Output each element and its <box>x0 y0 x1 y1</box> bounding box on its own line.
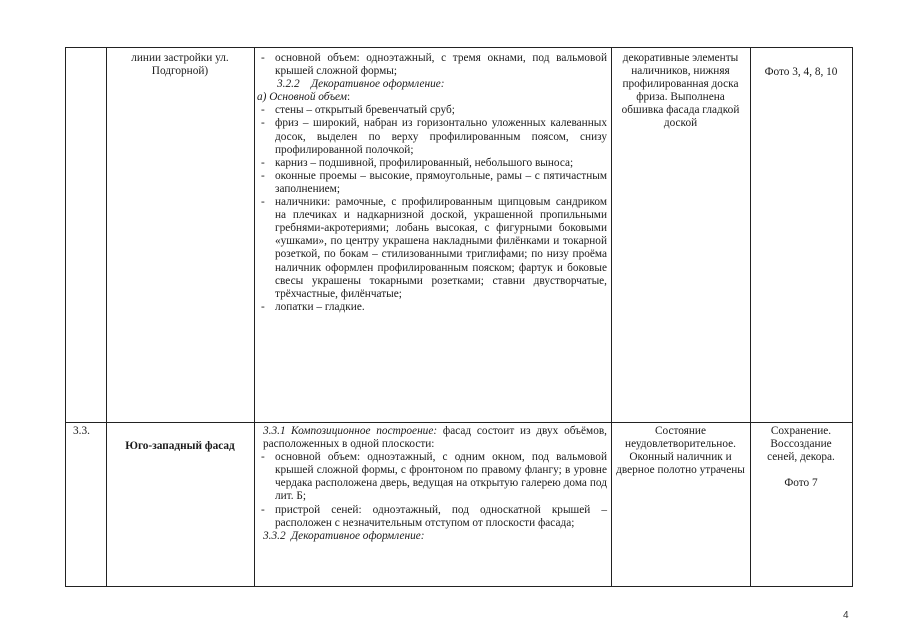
list-item <box>257 104 607 117</box>
bullet-dash: - <box>261 503 265 516</box>
bullet-dash: - <box>261 52 265 64</box>
table-border-top <box>65 47 853 48</box>
row1-condition-cell: декоративные элементы наличников, нижняя профилированная доска фриза. Выполнена обшивка фасада гладкой доской <box>621 52 740 130</box>
list-item-text: основной объем: одноэтажный, с тремя окнами, под вальмовой крышей сложной формы; <box>275 52 607 78</box>
column-divider <box>106 47 107 587</box>
bullet-dash: - <box>261 300 265 313</box>
list-item <box>257 170 607 196</box>
bullet-dash: - <box>261 117 265 130</box>
subsection-paragraph <box>257 425 607 451</box>
table-border-left <box>65 47 66 587</box>
bullet-dash: - <box>261 196 265 209</box>
section-label-line <box>257 91 607 104</box>
subsection-title: Декоративное оформление: <box>291 529 425 542</box>
list-item <box>257 196 607 301</box>
list-item <box>257 301 607 314</box>
column-divider <box>611 47 612 587</box>
column-divider <box>254 47 255 587</box>
list-item <box>257 52 607 78</box>
subsection-number: 3.3.1 <box>263 425 286 437</box>
row2-measures-cell <box>756 425 846 490</box>
row2-condition-cell: Состояние неудовлетворительное. Оконный наличник и дверное полотно утрачены <box>616 425 745 477</box>
subsection-title: Композиционное построение: <box>291 425 438 437</box>
list-item-text: наличники: рамочные, с профилированным щипцовым сандриком на плечиках и надкарнизной доской, украшенной пропильными гребнями-акротериями; лобань высокая, с фигурными боковыми «ушками», по центру украшена накладными филёнками и токарной розеткой, по бокам – стилизованными триглифами; по низу проёма наличник оформлен профилированным пояском; фартук и боковые свесы украшены токарными розетками; ставни двустворчатые, трёхчастные, филёнчатые; <box>275 196 607 300</box>
list-item-text: стены – открытый бревенчатый сруб; <box>275 104 455 117</box>
list-item <box>257 117 607 156</box>
bullet-dash: - <box>261 104 265 117</box>
list-item-text: основной объем: одноэтажный, с одним окном, под вальмовой крышей сложной формы, с фронтоном по правому флангу; в уровне чердака расположена дверь, ведущая на открытую галерею дома под лит. Б; <box>275 451 607 503</box>
row2-object-cell: Юго-западный фасад <box>125 440 235 452</box>
list-item-text: фриз – широкий, набран из горизонтально уложенных калеванных досок, выделен по верху профилированным поясом, снизу профилированной полочкой; <box>275 117 607 156</box>
section-label-colon: : <box>347 91 351 104</box>
subsection-text: фасад состоит из двух объёмов, расположенных в одной плоскости: <box>263 425 607 451</box>
list-item <box>257 157 607 170</box>
list-item-text: пристрой сеней: одноэтажный, под односкатной крышей – расположен с незначительным отступом от плоскости фасада; <box>275 503 607 529</box>
row1-measures-cell: Фото 3, 4, 8, 10 <box>764 66 838 78</box>
subsection-heading <box>257 530 607 543</box>
list-item-text: оконные проемы – высокие, прямоугольные, рамы – с пятичастным заполнением; <box>275 169 607 195</box>
bullet-dash: - <box>261 169 265 182</box>
subsection-heading <box>257 78 607 91</box>
row2-description-cell <box>257 425 607 543</box>
bullet-dash: - <box>261 451 265 464</box>
list-item-text: карниз – подшивной, профилированный, небольшого выноса; <box>275 156 574 169</box>
subsection-number: 3.3.2 <box>263 529 286 542</box>
subsection-number: 3.2.2 <box>277 78 300 91</box>
section-label: а) Основной объем <box>257 91 347 104</box>
row-divider <box>65 422 853 423</box>
table-border-bottom <box>65 586 853 587</box>
row1-object-cell: линии застройки ул. Подгорной) <box>131 52 229 78</box>
row1-description-cell <box>257 52 607 314</box>
subsection-title: Декоративное оформление: <box>311 78 445 91</box>
list-item-text: лопатки – гладкие. <box>275 300 365 313</box>
document-table <box>65 47 853 587</box>
table-border-right <box>852 47 853 587</box>
measures-text: Сохранение. Воссоздание сеней, декора. <box>767 425 835 464</box>
list-item <box>257 504 607 530</box>
row2-number-cell: 3.3. <box>73 425 90 437</box>
bullet-dash: - <box>261 156 265 169</box>
photo-reference: Фото 7 <box>784 477 818 490</box>
list-item <box>257 451 607 503</box>
column-divider <box>750 47 751 587</box>
page-number: 4 <box>843 610 849 621</box>
